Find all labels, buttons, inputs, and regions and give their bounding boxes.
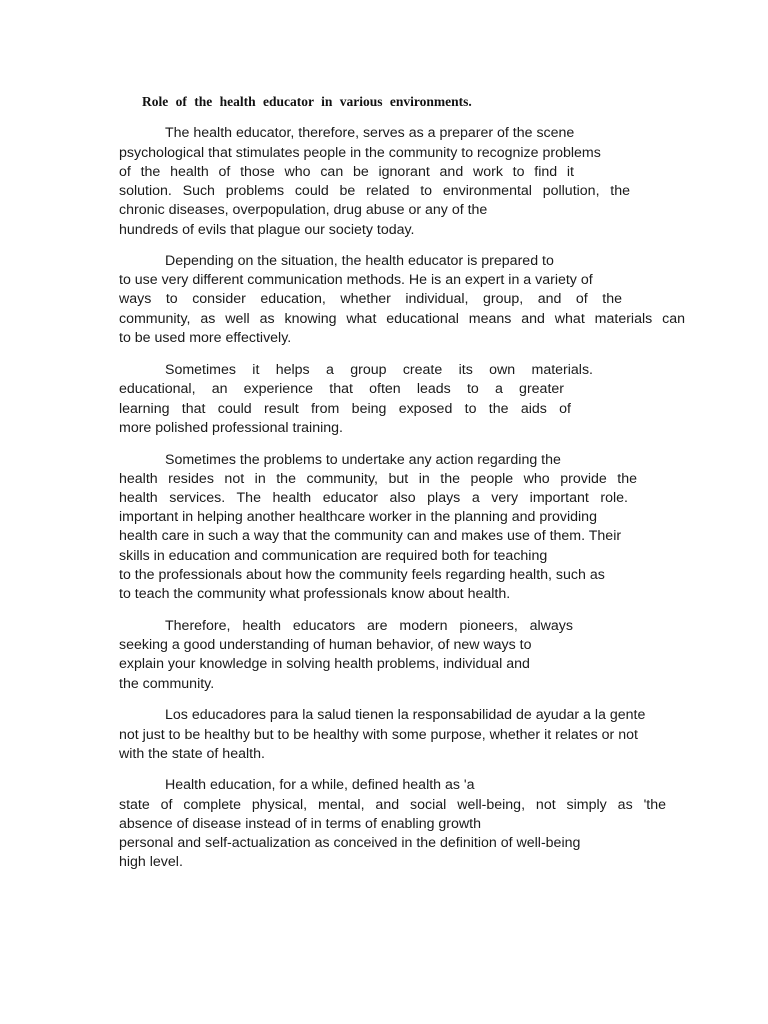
paragraph-line: skills in education and communication are required both for teaching [119,548,548,564]
paragraph-line: personal and self-actualization as conceived in the definition of well-being [119,835,581,851]
paragraph-line: seeking a good understanding of human behavior, of new ways to [119,637,532,653]
paragraph-line: ways to consider education, whether individual, group, and of the [119,291,622,307]
paragraph-line: psychological that stimulates people in the community to recognize problems [119,145,601,161]
paragraph-line: not just to be healthy but to be healthy with some purpose, whether it relates or not [119,727,638,743]
paragraph-line: Los educadores para la salud tienen la responsabilidad de ayudar a la gente [165,707,646,723]
paragraph-line: hundreds of evils that plague our society today. [119,222,415,238]
paragraph-line: Sometimes it helps a group create its own materials. [165,362,593,378]
document-title: Role of the health educator in various environments. [142,94,472,109]
paragraph-line: with the state of health. [119,746,265,762]
paragraph-line: Therefore, health educators are modern pioneers, always [165,618,573,634]
paragraph-line: explain your knowledge in solving health problems, individual and [119,656,530,672]
paragraph-line: the community. [119,676,215,692]
paragraph-line: to the professionals about how the community feels regarding health, such as [119,567,605,583]
paragraph-line: chronic diseases, overpopulation, drug abuse or any of the [119,202,488,218]
paragraph-line: learning that could result from being exposed to the aids of [119,401,571,417]
paragraph-line: Depending on the situation, the health educator is prepared to [165,253,554,269]
paragraph-line: community, as well as knowing what educational means and what materials can [119,311,685,327]
paragraph-line: to use very different communication methods. He is an expert in a variety of [119,272,593,288]
paragraph-line: of the health of those who can be ignorant and work to find it [119,164,574,180]
paragraph-line: more polished professional training. [119,420,343,436]
paragraph-line: The health educator, therefore, serves as a preparer of the scene [165,125,575,141]
paragraph-line: absence of disease instead of in terms of enabling growth [119,816,482,832]
paragraph-line: Health education, for a while, defined health as 'a [165,777,475,793]
paragraph-line: to be used more effectively. [119,330,292,346]
paragraph-line: state of complete physical, mental, and social well-being, not simply as 'the [119,797,666,813]
paragraph-line: solution. Such problems could be related to environmental pollution, the [119,183,630,199]
paragraph-line: high level. [119,854,183,870]
paragraph-line: important in helping another healthcare worker in the planning and providing [119,509,597,525]
paragraph-line: health services. The health educator also plays a very important role. [119,490,628,506]
paragraph-line: health resides not in the community, but in the people who provide the [119,471,637,487]
paragraph-line: Sometimes the problems to undertake any action regarding the [165,452,561,468]
paragraph-line: to teach the community what professionals know about health. [119,586,511,602]
paragraph-line: health care in such a way that the community can and makes use of them. Their [119,528,622,544]
paragraph-line: educational, an experience that often leads to a greater [119,381,564,397]
